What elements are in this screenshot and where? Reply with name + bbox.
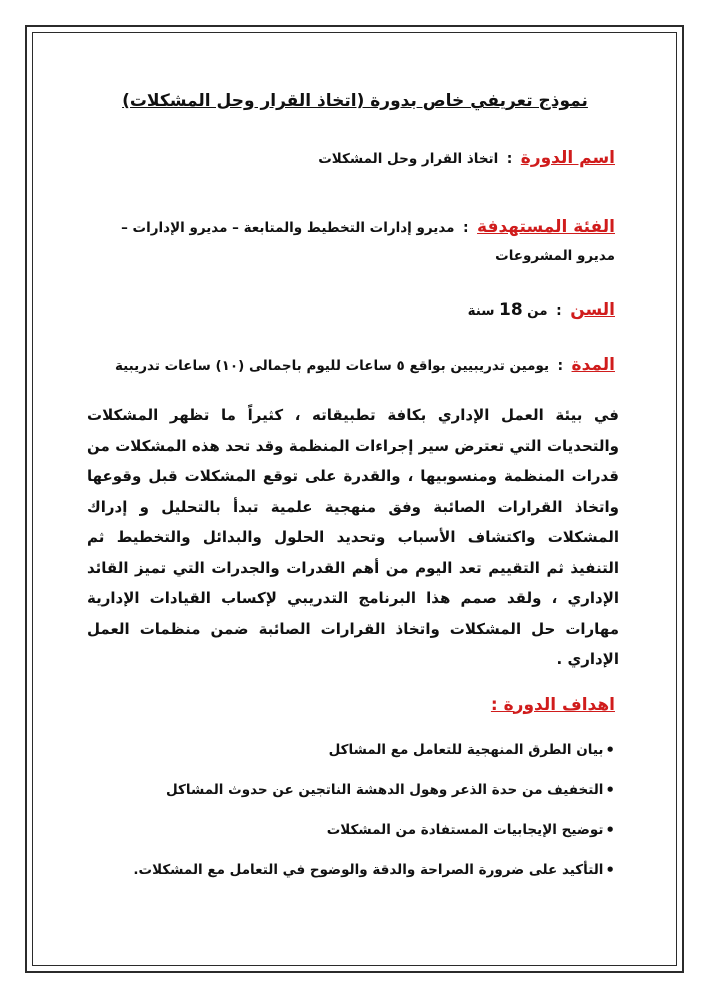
target-group-value: مديرو إدارات التخطيط والمتابعة – مديرو الإدارات – مديرو المشروعات [121, 220, 615, 264]
age-field [95, 296, 615, 325]
goals-heading: اهداف الدورة : [490, 694, 615, 715]
goal-text: توضيح الإيجابيات المستفادة من المشكلات [326, 821, 604, 838]
duration-field [95, 351, 615, 380]
duration-separator: : [557, 358, 564, 374]
course-name-value: اتخاذ القرار وحل المشكلات [318, 151, 499, 167]
intro-paragraph: في بيئة العمل الإداري بكافة تطبيقاته ، كثيراً ما تظهر المشكلات والتحديات التي تعترض سير إجراءات المنظمة وقد تحد هذه المشكلات من قدرات المنظمة ومنسوبيها ، والقدرة على توقع المشكلات قبل وقوعها واتخاذ القرارات الصائبة وفق منهجية علمية تبدأ بالتحليل و إدراك المشكلات واكتشاف الأسباب وتحديد الحلول والبدائل والتخطيط ثم التنفيذ ثم التقييم تعد اليوم من أهم القدرات والجدرات التي تميز القائد الإداري ، ولقد صمم هذا البرنامج التدريبي لإكساب القيادات الإدارية مهارات حل المشكلات واتخاذ القرارات الصائبة ضمن منظمات العمل الإداري . [87, 406, 619, 668]
document-body [87, 80, 619, 898]
bullet-icon: • [605, 860, 615, 879]
goal-text: بيان الطرق المنهجية للتعامل مع المشاكل [328, 741, 604, 758]
list-item [95, 778, 615, 802]
course-name-label: اسم الدورة [520, 148, 615, 168]
age-prefix: من [527, 303, 548, 319]
bullet-icon: • [605, 780, 615, 799]
goals-list [95, 738, 615, 882]
course-name-separator: : [506, 151, 513, 167]
list-item [95, 818, 615, 842]
course-name-field [95, 144, 615, 173]
age-suffix: سنة [467, 303, 495, 319]
list-item [95, 858, 615, 882]
bullet-icon: • [605, 820, 615, 839]
age-label: السن [570, 300, 615, 320]
target-group-field [95, 213, 615, 270]
duration-value: يومين تدريبيين بواقع ٥ ساعات لليوم باجمالى (١٠) ساعات تدريبية [114, 358, 550, 374]
age-number: 18 [499, 300, 523, 320]
age-separator: : [556, 303, 562, 319]
goal-text: التأكيد على ضرورة الصراحة والدقة والوضوح في التعامل مع المشكلات. [133, 861, 604, 878]
target-group-label: الفئة المستهدفة [477, 217, 615, 237]
duration-label: المدة [571, 355, 615, 375]
list-item [95, 738, 615, 762]
target-group-separator: : [462, 220, 469, 236]
goal-text: التخفيف من حدة الذعر وهول الدهشة الناتجين عن حدوث المشاكل [165, 781, 604, 798]
bullet-icon: • [605, 740, 615, 759]
document-title: نموذج تعريفي خاص بدورة (اتخاذ القرار وحل المشكلات) [122, 91, 588, 111]
